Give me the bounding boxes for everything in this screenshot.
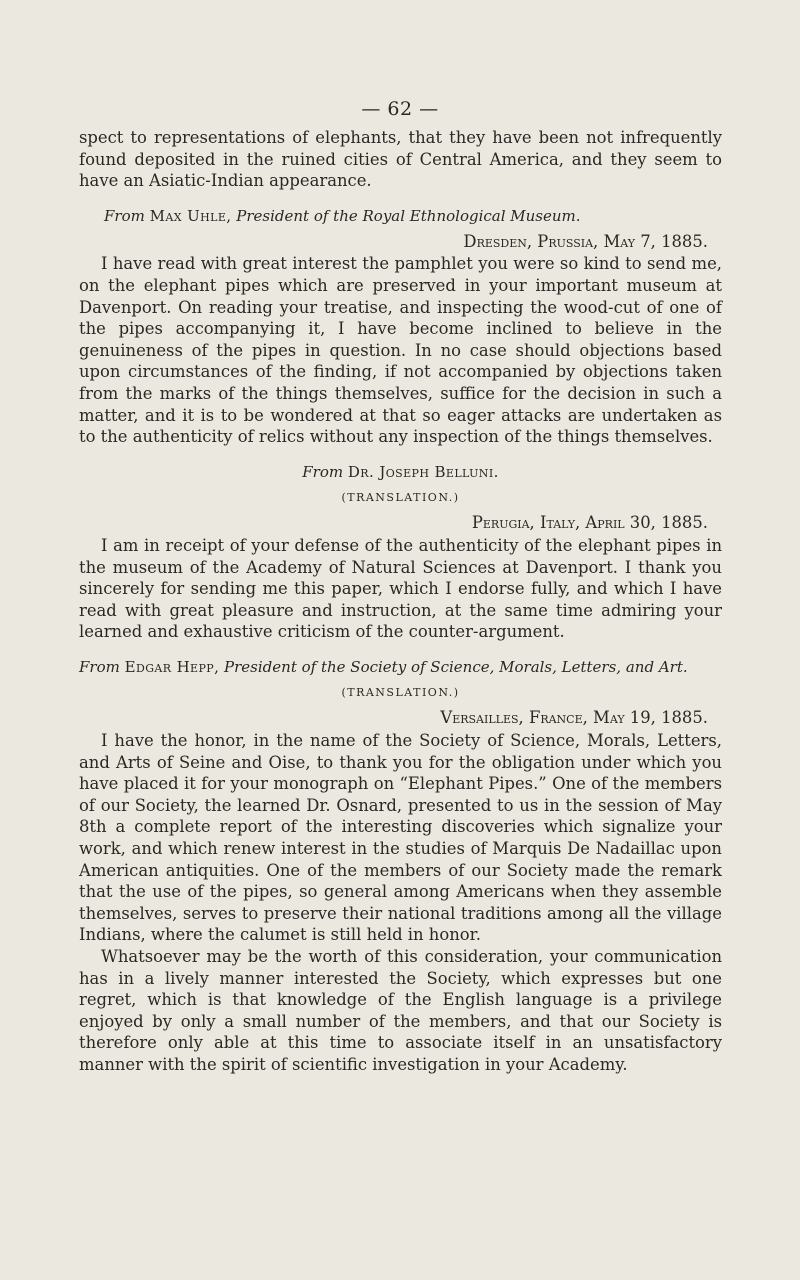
page-body (79, 127, 722, 1076)
from-prefix: From (302, 462, 344, 481)
translation-note: (TRANSLATION.) (341, 490, 460, 504)
letter-belluni (79, 462, 722, 643)
letter-dateline: Perugia, Italy, April 30, 1885. (471, 513, 708, 533)
letter-heading (79, 206, 722, 227)
letter-author: Edgar Hepp, (124, 657, 220, 676)
letter-body-continued: Whatsoever may be the worth of this consideration, your communication has in a lively manner interested the Society, which expresses but one regret, which is that knowledge of the English language is a privilege enjoyed by only a small number of the members, and that our Society is therefore only able at this time to associate itself in an unsatisfactory manner with the spirit of scientific investigation in your Academy. (79, 947, 722, 1074)
from-prefix: From (104, 206, 145, 225)
letter-dateline: Dresden, Prussia, May 7, 1885. (463, 231, 708, 251)
letter-heading (79, 462, 722, 483)
letter-body: I have the honor, in the name of the Society of Science, Morals, Letters, and Arts of Seine and Oise, to thank you for the obligation under which you have placed it for your monograph on “Elephant Pipes.” One of the members of our Society, the learned Dr. Osnard, presented to us in the session of May 8th a complete report of the interesting discoveries which signalize your work, and which renew interest in the studies of Marquis De Nadaillac upon American antiquities. One of the members of our Society made the remark that the use of the pipes, so general among Americans when they assemble themselves, serves to preserve their national traditions among all the village Indians, where the calumet is still held in honor. (79, 731, 722, 945)
from-prefix: From (79, 657, 120, 676)
letter-heading (79, 657, 722, 678)
opening-paragraph: spect to representations of elephants, that they have been not infrequently found deposited in the ruined cities of Central America, and they seem to have an Asiatic-Indian appearance. (79, 128, 722, 191)
translation-note: (TRANSLATION.) (341, 685, 460, 699)
letter-uhle (79, 206, 722, 448)
letter-author: Dr. Joseph Belluni. (347, 462, 499, 481)
letter-hepp (79, 657, 722, 1076)
letter-body: I am in receipt of your defense of the authenticity of the elephant pipes in the museum of the Academy of Natural Sciences at Davenport. I thank you sincerely for sending me this paper, which I endorse fully, and which I have read with great pleasure and instruction, at the same time admiring your learned and exhaustive criticism of the counter-argument. (79, 535, 722, 642)
letter-author-title: President of the Society of Science, Morals, Letters, and Art. (224, 657, 688, 676)
page-number: — 62 — (361, 98, 439, 120)
letter-dateline: Versailles, France, May 19, 1885. (440, 708, 708, 728)
letter-body: I have read with great interest the pamphlet you were so kind to send me, on the elephant pipes which are preserved in your important museum at Davenport. On reading your treatise, and inspecting the wood-cut of one of the pipes accompanying it, I have become inclined to believe in the genuineness of the pipes in question. In no case should objections based upon circumstances of the finding, if not accompanied by objections taken from the marks of the things themselves, suffice for the decision in such a matter, and it is to be wondered at that so eager attacks are undertaken as to the authenticity of relics without any inspection of the things themselves. (79, 254, 722, 447)
letter-author-title: President of the Royal Ethnological Museum. (236, 206, 581, 225)
letter-author: Max Uhle, (149, 206, 232, 225)
